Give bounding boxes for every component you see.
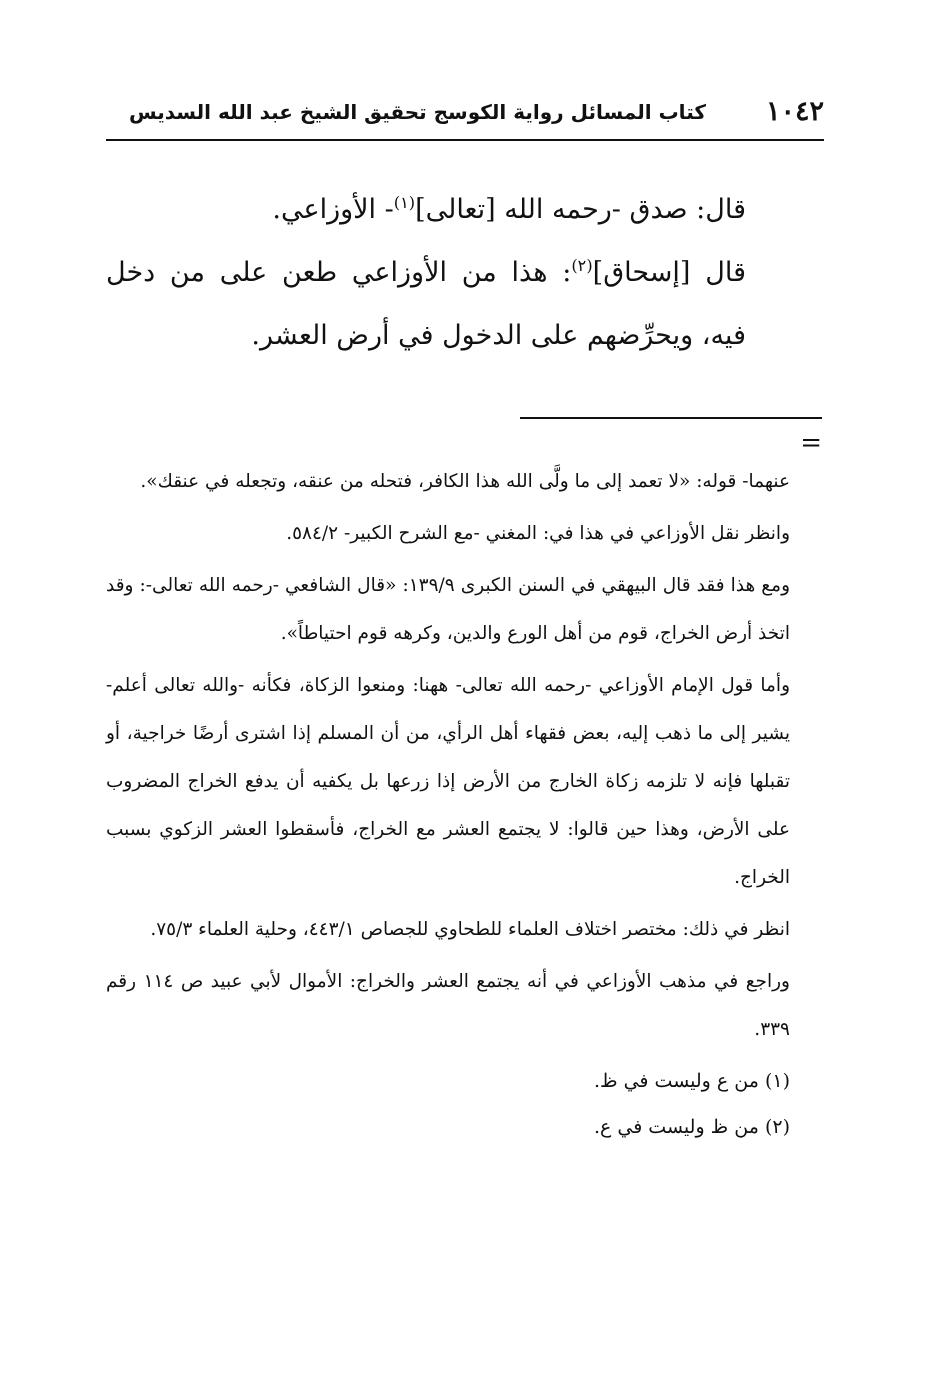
running-title: كتاب المسائل رواية الكوسج تحقيق الشيخ عبد الله السديس [128, 100, 706, 124]
footnote-ref-1: (١) [393, 193, 416, 212]
footnote-paragraph: وانظر نقل الأوزاعي في هذا في: المغني -مع الشرح الكبير- ٥٨٤/٢. [286, 523, 790, 544]
main-line-1 [106, 178, 746, 241]
footnote-paragraph: انظر في ذلك: مختصر اختلاف العلماء للطحاوي للجصاص ٤٤٣/١، وحلية العلماء ٧٥/٣. [150, 919, 790, 940]
main-text [106, 178, 746, 367]
footnote-ref-2: (٢) [571, 256, 593, 275]
footnotes [106, 458, 790, 1150]
footnote-paragraph: ومع هذا فقد قال البيهقي في السنن الكبرى ١٣٩/٩: «قال الشافعي -رحمه الله تعالى-: وقد اتخذ أرض الخراج، قوم من أهل الورع والدين، وكرهه قوم احتياطاً». [106, 575, 790, 644]
footnote-separator [520, 417, 822, 419]
main-paragraph-2-end: : هذا من الأوزاعي طعن على من دخل فيه، ويحرِّضهم على الدخول في أرض العشر. [106, 257, 746, 351]
page-number: ١٠٤٢ [765, 96, 824, 127]
header-rule [106, 139, 824, 141]
footnote-paragraph: وأما قول الإمام الأوزاعي -رحمه الله تعالى- ههنا: ومنعوا الزكاة، فكأنه -والله تعالى أعلم- يشير إلى ما ذهب إليه، بعض فقهاء أهل الرأي، من أن المسلم إذا اشترى أرضًا خراجية، أو تقبلها فإنه لا تلزمه زكاة الخارج من الأرض إذا زرعها بل يكفيه أن يدفع الخراج المضروب على الأرض، وهذا حين قالوا: لا يجتمع العشر مع الخراج، فأسقطوا العشر الزكوي بسبب الخراج. [106, 675, 790, 888]
footnote-2: (٢) من ظ وليست في ع. [593, 1116, 790, 1138]
footnote-paragraph: وراجع في مذهب الأوزاعي في أنه يجتمع العشر والخراج: الأموال لأبي عبيد ص ١١٤ رقم ٣٣٩. [106, 971, 790, 1040]
footnote-1: (١) من ع وليست في ظ. [593, 1070, 790, 1092]
main-paragraph-2-start: قال [إسحاق] [592, 257, 746, 288]
main-line-1-end: - الأوزاعي. [272, 194, 394, 225]
footnote-paragraph: عنهما- قوله: «لا تعمد إلى ما ولَّى الله هذا الكافر، فتحله من عنقه، وتجعله في عنقك». [140, 471, 790, 492]
page-header [106, 96, 824, 138]
main-paragraph-2 [106, 241, 746, 367]
footnote-continuation-mark: = [800, 428, 822, 458]
main-line-1-start: قال: صدق -رحمه الله [تعالى] [415, 194, 746, 225]
